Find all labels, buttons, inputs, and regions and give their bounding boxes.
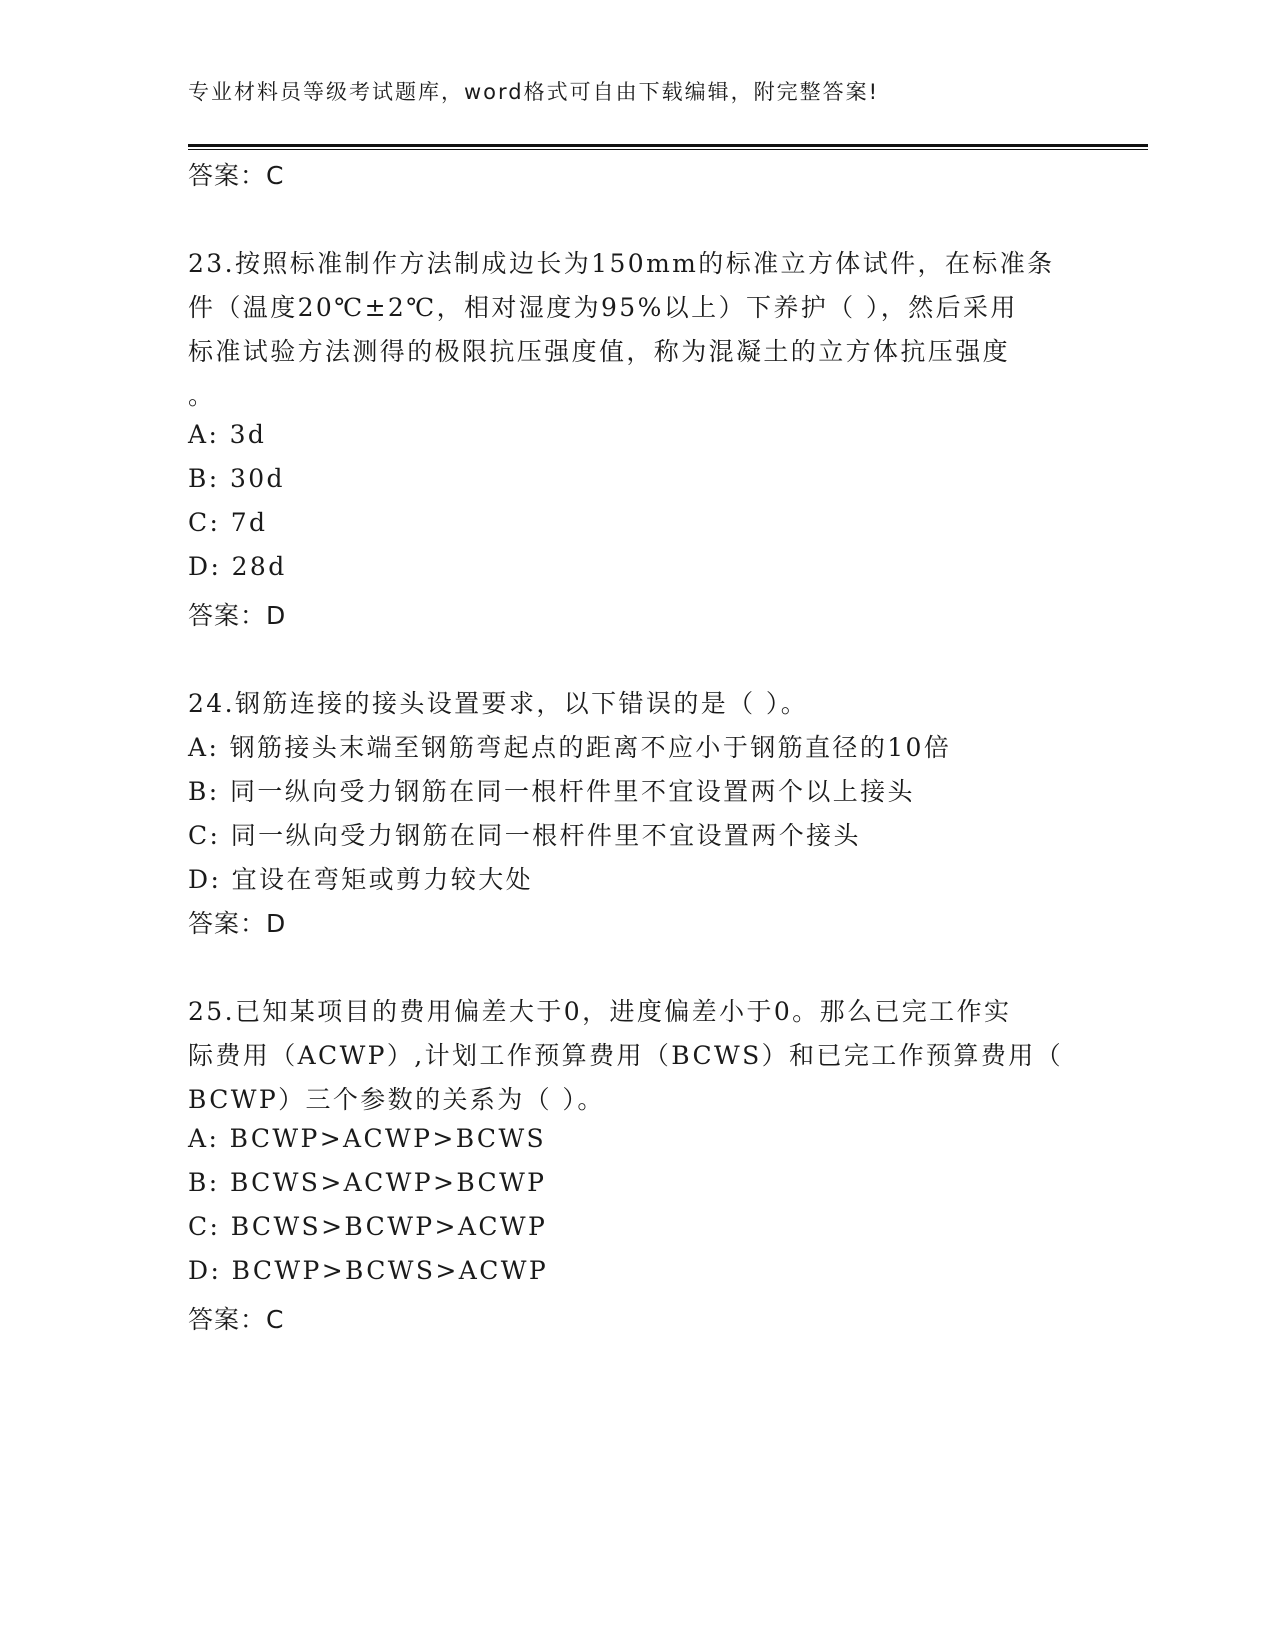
q23-option-d: D: 28d bbox=[188, 552, 287, 581]
q25-text-line-3: BCWP）三个参数的关系为（ ）。 bbox=[188, 1085, 605, 1114]
previous-answer: 答案：C bbox=[188, 161, 285, 190]
q25-text-line-2: 际费用（ACWP）,计划工作预算费用（BCWS）和已完工作预算费用（ bbox=[188, 1041, 1064, 1070]
q23-text-line-1: 23.按照标准制作方法制成边长为150mm的标准立方体试件，在标准条 bbox=[188, 249, 1055, 278]
header-divider bbox=[188, 144, 1148, 150]
q25-option-b: B: BCWS>ACWP>BCWP bbox=[188, 1168, 547, 1197]
q23-text-line-2: 件（温度20℃±2℃，相对湿度为95%以上）下养护（ ），然后采用 bbox=[188, 293, 1018, 322]
q24-text-line-1: 24.钢筋连接的接头设置要求，以下错误的是（ ）。 bbox=[188, 689, 809, 718]
q25-option-c: C: BCWS>BCWP>ACWP bbox=[188, 1212, 548, 1241]
q24-option-b: B: 同一纵向受力钢筋在同一根杆件里不宜设置两个以上接头 bbox=[188, 777, 915, 806]
q24-option-d: D: 宜设在弯矩或剪力较大处 bbox=[188, 865, 534, 894]
q24-option-a: A: 钢筋接头末端至钢筋弯起点的距离不应小于钢筋直径的10倍 bbox=[188, 733, 952, 762]
q23-text-line-3: 标准试验方法测得的极限抗压强度值，称为混凝土的立方体抗压强度 bbox=[188, 337, 1011, 366]
page-header: 专业材料员等级考试题库，word格式可自由下载编辑，附完整答案! bbox=[188, 80, 880, 104]
q23-option-c: C: 7d bbox=[188, 508, 268, 537]
q25-option-a: A: BCWP>ACWP>BCWS bbox=[188, 1124, 547, 1153]
q23-text-line-4: 。 bbox=[188, 381, 216, 410]
q25-answer: 答案：C bbox=[188, 1305, 285, 1334]
q23-answer: 答案：D bbox=[188, 601, 287, 630]
q23-option-b: B: 30d bbox=[188, 464, 285, 493]
q25-text-line-1: 25.已知某项目的费用偏差大于0，进度偏差小于0。那么已完工作实 bbox=[188, 997, 1012, 1026]
q25-option-d: D: BCWP>BCWS>ACWP bbox=[188, 1256, 549, 1285]
q23-option-a: A: 3d bbox=[188, 420, 267, 449]
q24-answer: 答案：D bbox=[188, 909, 287, 938]
q24-option-c: C: 同一纵向受力钢筋在同一根杆件里不宜设置两个接头 bbox=[188, 821, 861, 850]
